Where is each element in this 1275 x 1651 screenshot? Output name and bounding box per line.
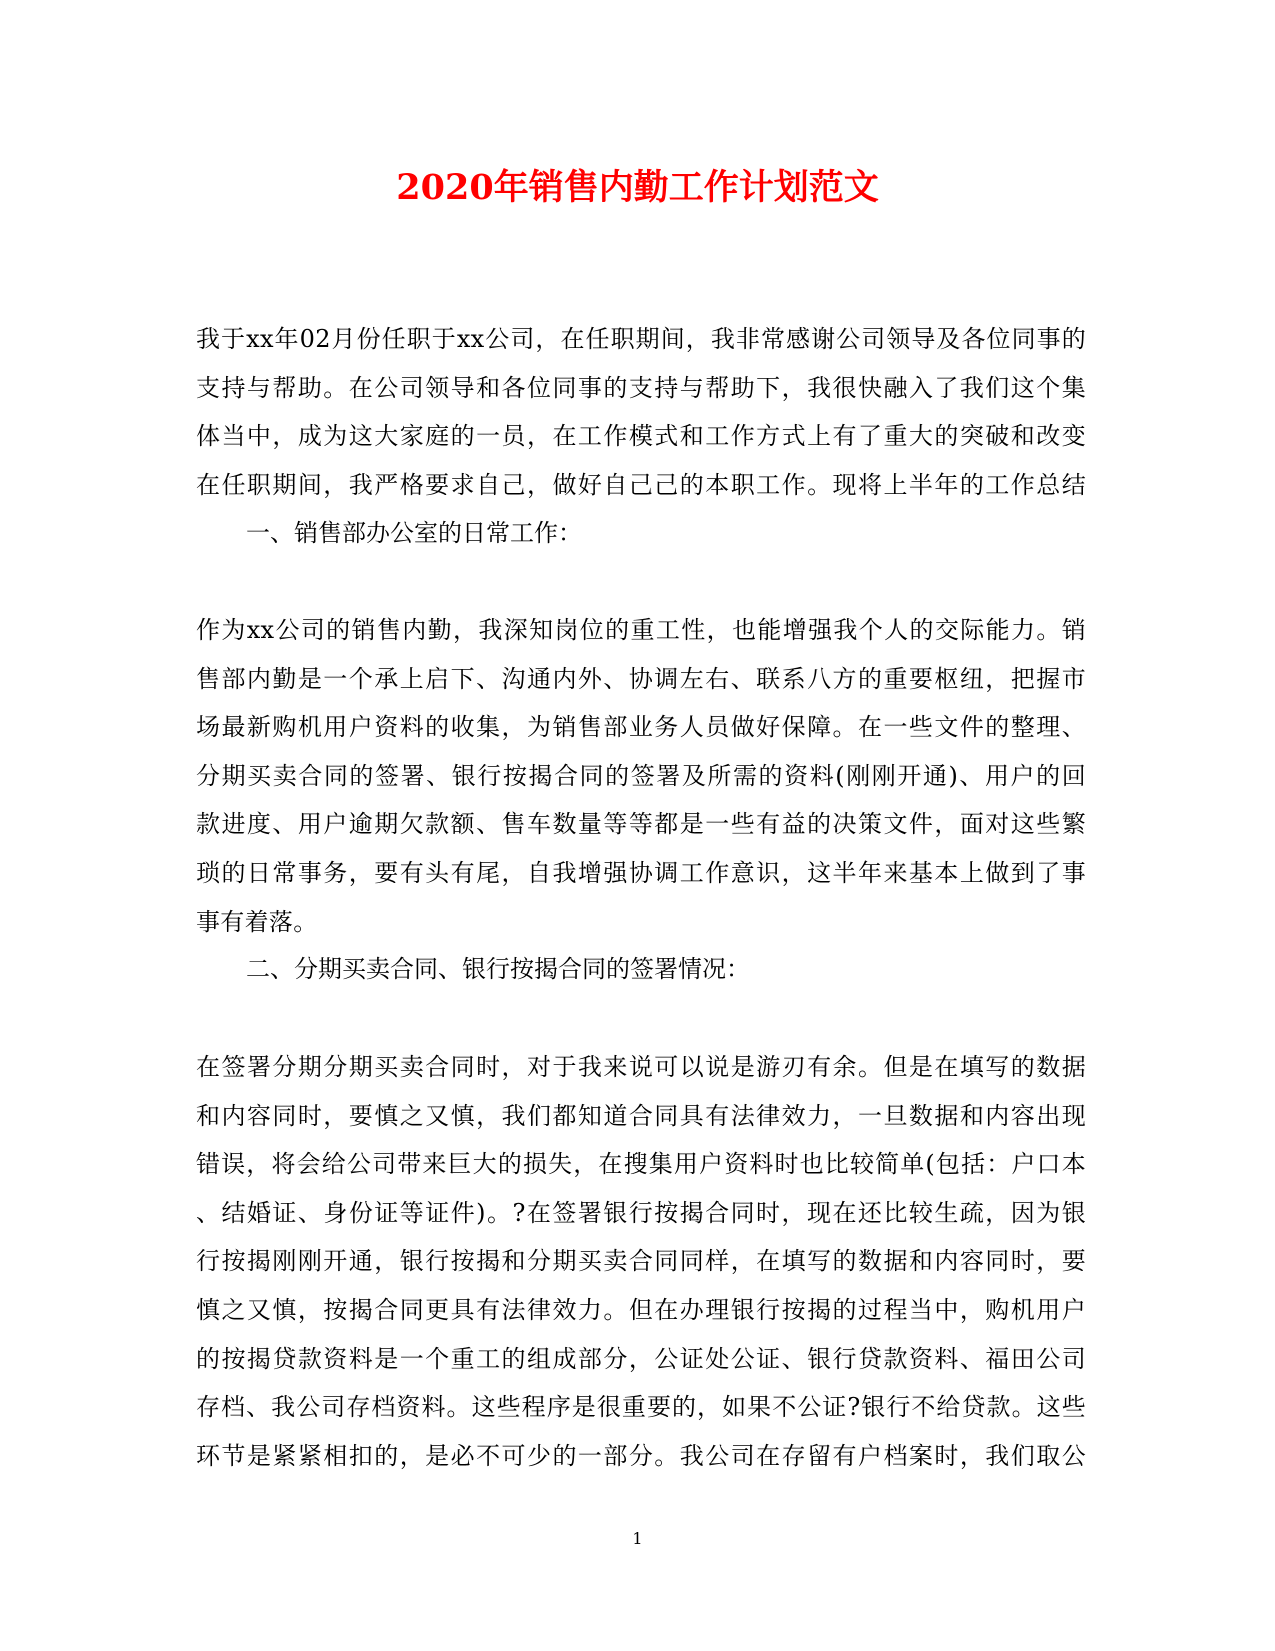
paragraph-line: 琐的日常事务，要有头有尾，自我增强协调工作意识，这半年来基本上做到了事: [196, 858, 1086, 887]
paragraph-intro: [196, 315, 1086, 509]
paragraph-section-2: [196, 1043, 1086, 1480]
paragraph-line: 和内容同时，要慎之又慎，我们都知道合同具有法律效力，一旦数据和内容出现: [196, 1101, 1086, 1130]
paragraph-line: 存档、我公司存档资料。这些程序是很重要的，如果不公证?银行不给贷款。这些: [196, 1393, 1086, 1422]
paragraph-line: 环节是紧紧相扣的，是必不可少的一部分。我公司在存留有户档案时，我们取公: [196, 1441, 1086, 1470]
paragraph-line: 场最新购机用户资料的收集，为销售部业务人员做好保障。在一些文件的整理、: [196, 713, 1086, 742]
document-title: 2020年销售内勤工作计划范文: [396, 167, 879, 208]
paragraph-line: 作为xx公司的销售内勤，我深知岗位的重工性，也能增强我个人的交际能力。销: [196, 616, 1086, 644]
paragraph-section-1: [196, 606, 1086, 946]
section-heading-2: 二、分期买卖合同、银行按揭合同的签署情况：: [246, 955, 750, 983]
paragraph-line: 我于xx年02月份任职于xx公司，在任职期间，我非常感谢公司领导及各位同事的: [196, 325, 1086, 353]
section-heading-1: 一、销售部办公室的日常工作：: [246, 519, 582, 547]
paragraph-line: 、结婚证、身份证等证件)。?在签署银行按揭合同时，现在还比较生疏，因为银: [196, 1198, 1086, 1227]
paragraph-line: 的按揭贷款资料是一个重工的组成部分，公证处公证、银行贷款资料、福田公司: [196, 1344, 1086, 1373]
paragraph-line: 体当中，成为这大家庭的一员，在工作模式和工作方式上有了重大的突破和改变: [196, 422, 1086, 451]
paragraph-line: 行按揭刚刚开通，银行按揭和分期买卖合同同样，在填写的数据和内容同时，要: [196, 1247, 1086, 1276]
paragraph-line: 分期买卖合同的签署、银行按揭合同的签署及所需的资料(刚刚开通)、用户的回: [196, 761, 1086, 790]
paragraph-line: 事有着落。: [196, 907, 318, 936]
paragraph-line: 在任职期间，我严格要求自己，做好自己己的本职工作。现将上半年的工作总结: [196, 470, 1086, 499]
paragraph-line: 售部内勤是一个承上启下、沟通内外、协调左右、联系八方的重要枢纽，把握市: [196, 664, 1086, 693]
paragraph-line: 在签署分期分期买卖合同时，对于我来说可以说是游刃有余。但是在填写的数据: [196, 1053, 1086, 1081]
paragraph-line: 错误，将会给公司带来巨大的损失，在搜集用户资料时也比较简单(包括：户口本: [196, 1150, 1086, 1179]
paragraph-line: 支持与帮助。在公司领导和各位同事的支持与帮助下，我很快融入了我们这个集: [196, 373, 1086, 402]
page-number: 1: [632, 1529, 643, 1548]
paragraph-line: 款进度、用户逾期欠款额、售车数量等等都是一些有益的决策文件，面对这些繁: [196, 810, 1086, 839]
paragraph-line: 慎之又慎，按揭合同更具有法律效力。但在办理银行按揭的过程当中，购机用户: [196, 1295, 1086, 1324]
